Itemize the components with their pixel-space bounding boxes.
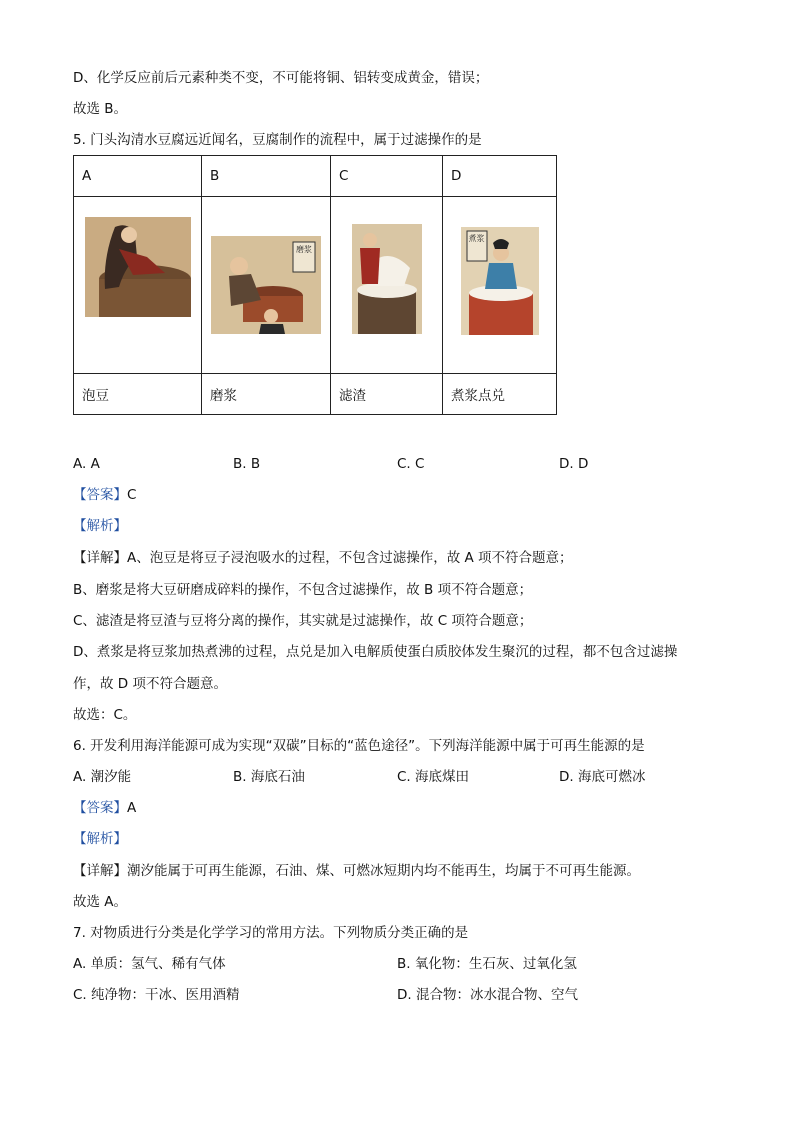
q5-option-b: B. B	[233, 456, 261, 472]
q5-detail-d: D、煮浆是将豆浆加热煮沸的过程，点兑是加入电解质使蛋白质胶体发生聚沉的过程，都不包含过滤操	[73, 644, 678, 660]
q5-analysis-tag: 【解析】	[73, 518, 127, 534]
q6-detail	[73, 861, 640, 881]
q5-option-d: D. D	[559, 456, 589, 472]
q6-option-b: B. 海底石油	[233, 769, 305, 785]
q6-analysis-tag: 【解析】	[73, 831, 127, 847]
detail-text: A、泡豆是将豆子浸泡吸水的过程，不包含过滤操作，故 A 项不符合题意；	[127, 550, 573, 566]
label-d: 煮浆点兑	[443, 374, 557, 415]
detail-tag: 【详解】	[73, 550, 127, 566]
q6-stem: 6. 开发利用海洋能源可成为实现“双碳”目标的“蓝色途径”。下列海洋能源中属于可再生能源的是	[73, 738, 645, 754]
prev-conclusion: 故选 B。	[73, 101, 128, 117]
q5-conclusion: 故选：C。	[73, 707, 137, 723]
image-cell-b	[202, 197, 331, 374]
header-d: D	[443, 156, 557, 197]
prev-answer-d: D、化学反应前后元素种类不变，不可能将铜、铝转变成黄金，错误；	[73, 70, 489, 86]
label-c: 滤渣	[331, 374, 443, 415]
grinding-image	[211, 236, 321, 334]
q6-option-d: D. 海底可燃冰	[559, 769, 646, 785]
detail-tag: 【详解】	[73, 863, 127, 879]
q5-option-c: C. C	[397, 456, 425, 472]
q5-detail-c: C、滤渣是将豆渣与豆将分离的操作，其实就是过滤操作，故 C 项符合题意；	[73, 613, 533, 629]
q6-option-a: A. 潮汐能	[73, 769, 132, 785]
q5-option-a: A. A	[73, 456, 100, 472]
q5-answer	[73, 485, 136, 505]
sign-d-label: 煮浆	[468, 234, 485, 243]
q5-stem: 5. 门头沟清水豆腐远近闻名，豆腐制作的流程中，属于过滤操作的是	[73, 132, 482, 148]
q7-option-d: D. 混合物：冰水混合物、空气	[397, 987, 578, 1003]
header-a: A	[74, 156, 202, 197]
answer-value: C	[127, 487, 137, 503]
q7-option-b: B. 氧化物：生石灰、过氧化氢	[397, 956, 577, 972]
soaking-image	[85, 217, 191, 317]
q6-conclusion: 故选 A。	[73, 894, 128, 910]
answer-value: A	[127, 800, 137, 816]
q5-table	[73, 155, 557, 415]
q7-option-c: C. 纯净物：干冰、医用酒精	[73, 987, 240, 1003]
q5-detail-b: B、磨浆是将大豆研磨成碎料的操作，不包含过滤操作，故 B 项不符合题意；	[73, 582, 533, 598]
q5-detail-a	[73, 548, 573, 568]
answer-tag: 【答案】	[73, 487, 127, 503]
q7-stem: 7. 对物质进行分类是化学学习的常用方法。下列物质分类正确的是	[73, 925, 469, 941]
boiling-image	[461, 227, 539, 335]
q6-answer	[73, 798, 136, 818]
answer-tag: 【答案】	[73, 800, 127, 816]
filtering-image	[352, 224, 422, 334]
image-cell-d	[443, 197, 557, 374]
image-cell-a	[74, 197, 202, 374]
label-a: 泡豆	[74, 374, 202, 415]
detail-text: 潮汐能属于可再生能源，石油、煤、可燃冰短期内均不能再生，均属于不可再生能源。	[127, 863, 640, 879]
q5-detail-d-cont: 作，故 D 项不符合题意。	[73, 676, 227, 692]
q7-option-a: A. 单质：氢气、稀有气体	[73, 956, 226, 972]
q6-option-c: C. 海底煤田	[397, 769, 470, 785]
label-b: 磨浆	[202, 374, 331, 415]
sign-b-label: 磨浆	[296, 245, 312, 254]
image-cell-c	[331, 197, 443, 374]
header-c: C	[331, 156, 443, 197]
header-b: B	[202, 156, 331, 197]
